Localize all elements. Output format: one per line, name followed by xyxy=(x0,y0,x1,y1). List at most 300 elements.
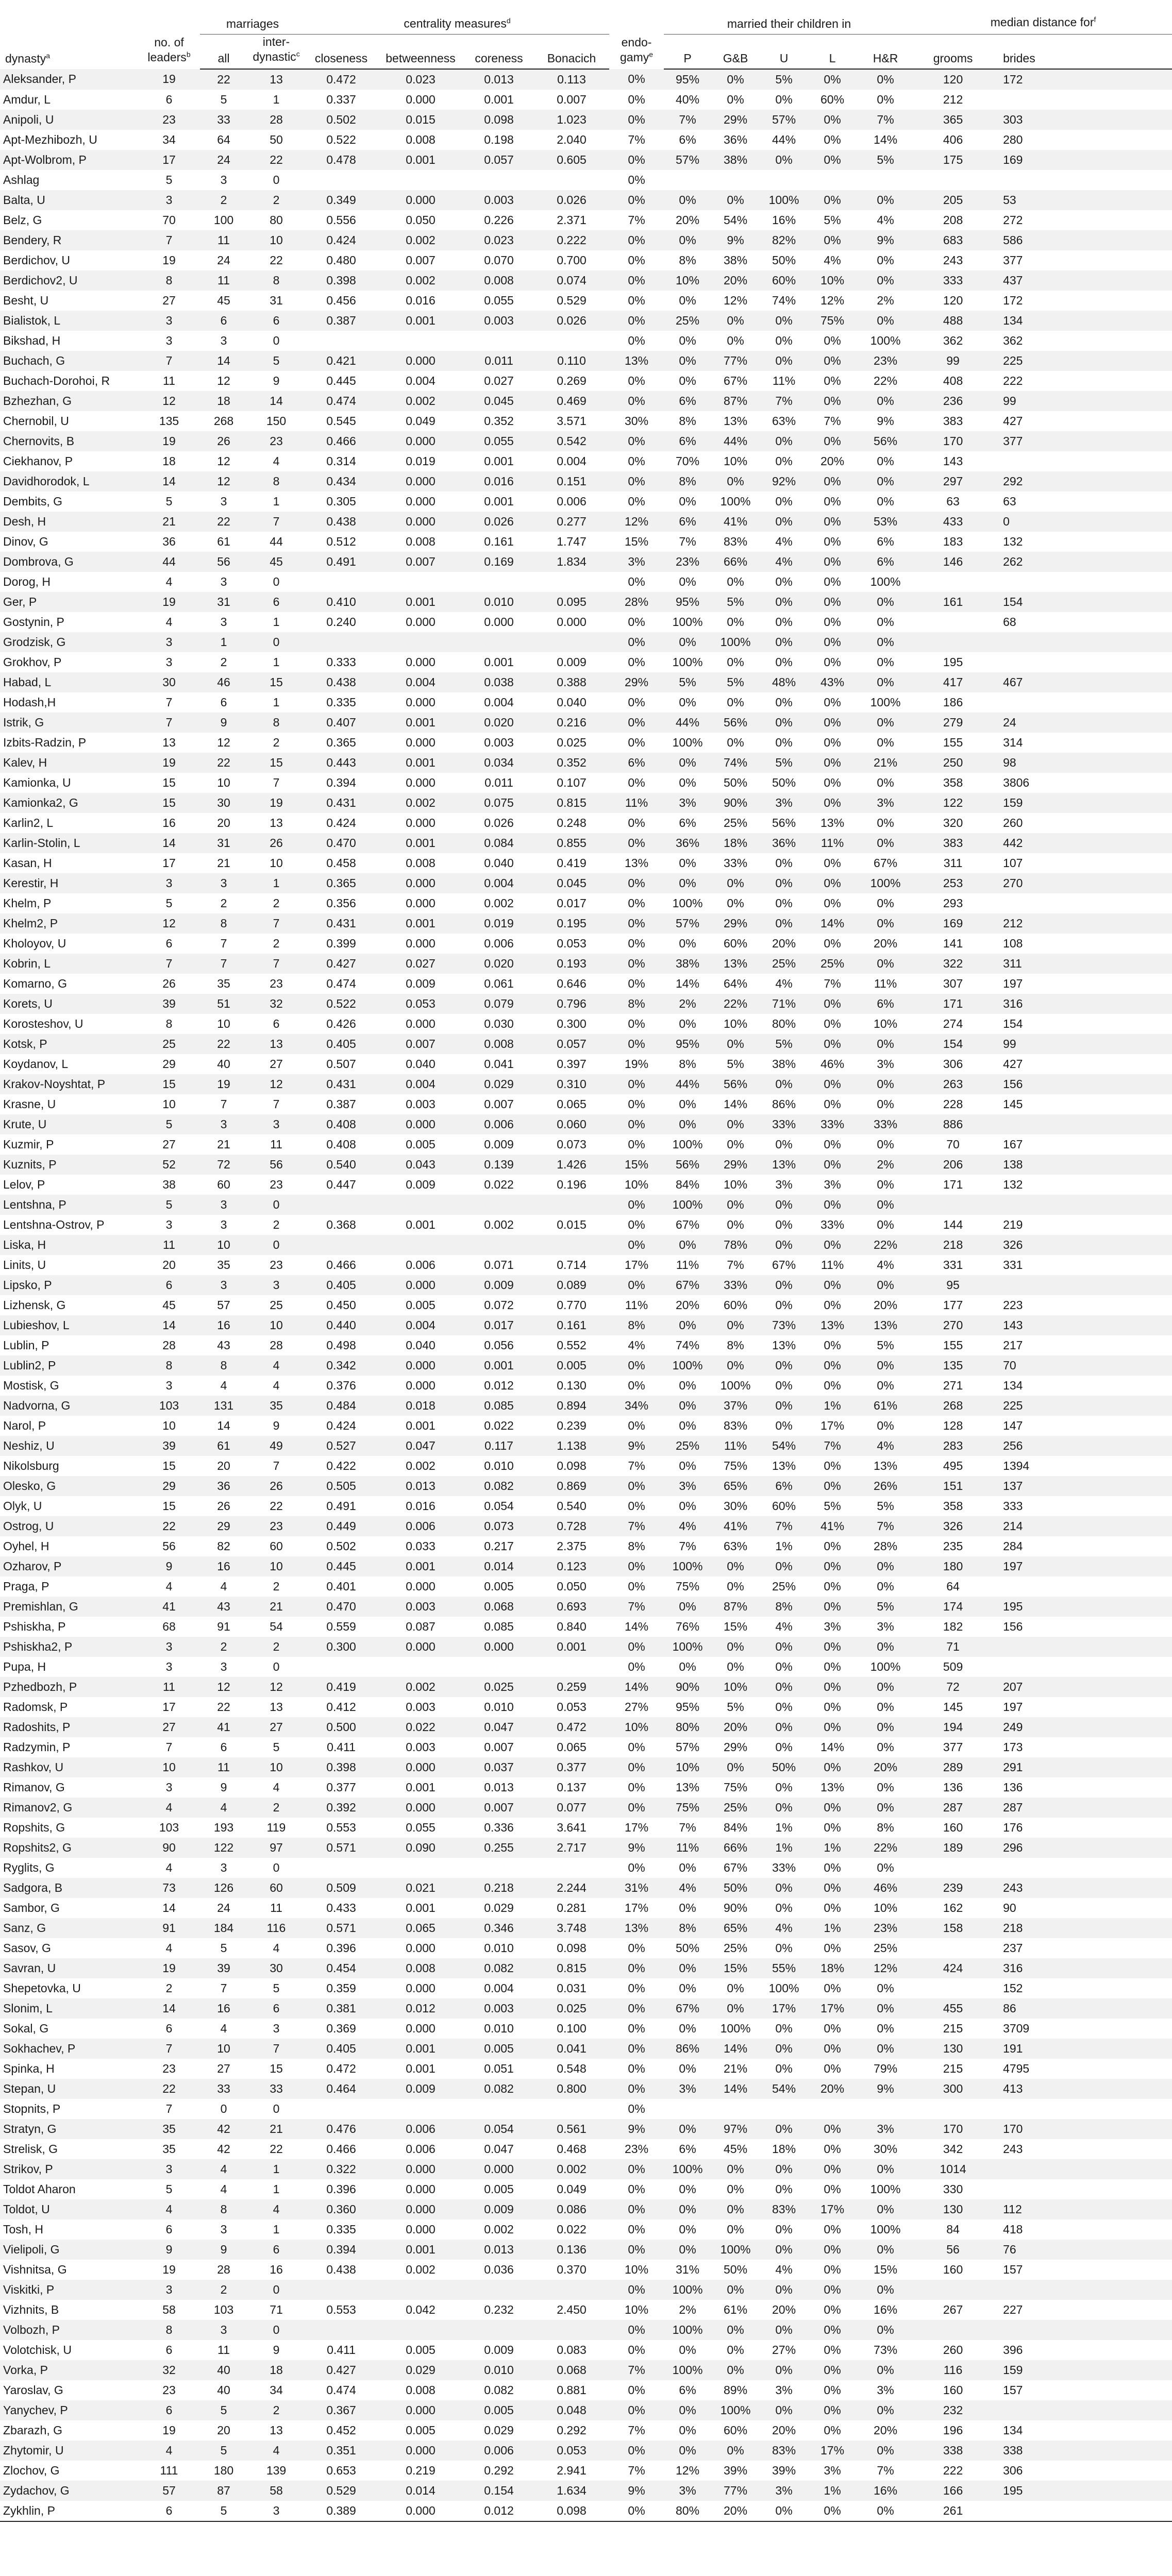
cell-endogamy: 0% xyxy=(609,1757,664,1777)
cell-gb: 56% xyxy=(711,713,760,733)
cell-closeness: 0.472 xyxy=(305,69,377,90)
cell-interdynastic: 22 xyxy=(247,250,305,270)
cell-brides: 132 xyxy=(992,1175,1172,1195)
cell-brides: 1394 xyxy=(992,1456,1172,1476)
cell-betweenness: 0.000 xyxy=(377,1014,464,1034)
cell-l: 0% xyxy=(808,1295,857,1315)
cell-betweenness: 0.000 xyxy=(377,471,464,492)
cell-l: 0% xyxy=(808,371,857,391)
cell-p: 3% xyxy=(664,1476,711,1496)
cell-closeness: 0.500 xyxy=(305,1717,377,1737)
cell-brides: 136 xyxy=(992,1777,1172,1798)
cell-p: 20% xyxy=(664,1295,711,1315)
cell-leaders: 57 xyxy=(138,2481,200,2501)
cell-leaders: 3 xyxy=(138,190,200,210)
cell-gb: 67% xyxy=(711,1858,760,1878)
cell-endogamy: 0% xyxy=(609,250,664,270)
cell-marriages-all: 30 xyxy=(200,793,247,813)
cell-leaders: 36 xyxy=(138,532,200,552)
cell-brides: 191 xyxy=(992,2039,1172,2059)
cell-gb: 66% xyxy=(711,1838,760,1858)
cell-u: 0% xyxy=(760,913,808,934)
cell-betweenness: 0.053 xyxy=(377,994,464,1014)
cell-hr: 0% xyxy=(857,250,914,270)
cell-u: 54% xyxy=(760,2079,808,2099)
cell-gb: 77% xyxy=(711,2481,760,2501)
cell-l: 0% xyxy=(808,2179,857,2199)
cell-coreness: 0.023 xyxy=(464,230,534,250)
cell-coreness: 0.005 xyxy=(464,2400,534,2420)
cell-gb: 75% xyxy=(711,1456,760,1476)
cell-endogamy: 27% xyxy=(609,1697,664,1717)
cell-hr: 0% xyxy=(857,773,914,793)
cell-grooms: 120 xyxy=(914,291,992,311)
cell-bonacich xyxy=(534,1195,609,1215)
cell-dynasty: Aleksander, P xyxy=(0,69,138,90)
cell-interdynastic: 27 xyxy=(247,1717,305,1737)
cell-closeness: 0.398 xyxy=(305,1757,377,1777)
table-row xyxy=(0,331,1172,351)
cell-grooms: 155 xyxy=(914,733,992,753)
cell-closeness: 0.335 xyxy=(305,692,377,713)
cell-interdynastic: 21 xyxy=(247,1597,305,1617)
cell-hr: 0% xyxy=(857,1355,914,1376)
cell-endogamy: 0% xyxy=(609,1476,664,1496)
cell-leaders: 4 xyxy=(138,572,200,592)
cell-u: 0% xyxy=(760,1898,808,1918)
cell-endogamy: 10% xyxy=(609,2300,664,2320)
cell-dynasty: Sadgora, B xyxy=(0,1878,138,1898)
cell-coreness: 0.025 xyxy=(464,1677,534,1697)
cell-dynasty: Savran, U xyxy=(0,1958,138,1978)
cell-marriages-all: 3 xyxy=(200,873,247,893)
cell-bonacich: 0.239 xyxy=(534,1416,609,1436)
cell-p: 0% xyxy=(664,2059,711,2079)
cell-coreness xyxy=(464,1858,534,1878)
cell-endogamy: 7% xyxy=(609,210,664,230)
cell-brides: 169 xyxy=(992,150,1172,170)
cell-betweenness: 0.090 xyxy=(377,1838,464,1858)
cell-betweenness xyxy=(377,572,464,592)
cell-u: 82% xyxy=(760,230,808,250)
cell-u: 25% xyxy=(760,954,808,974)
cell-closeness: 0.398 xyxy=(305,270,377,291)
cell-dynasty: Amdur, L xyxy=(0,90,138,110)
cell-interdynastic: 2 xyxy=(247,1798,305,1818)
cell-hr: 0% xyxy=(857,2240,914,2260)
cell-hr: 2% xyxy=(857,1155,914,1175)
cell-closeness: 0.431 xyxy=(305,913,377,934)
cell-endogamy: 10% xyxy=(609,2260,664,2280)
cell-interdynastic: 4 xyxy=(247,1376,305,1396)
cell-endogamy: 7% xyxy=(609,2360,664,2380)
cell-leaders: 10 xyxy=(138,1094,200,1114)
cell-grooms: 162 xyxy=(914,1898,992,1918)
cell-interdynastic: 33 xyxy=(247,2079,305,2099)
cell-grooms: 488 xyxy=(914,311,992,331)
cell-dynasty: Ryglits, G xyxy=(0,1858,138,1878)
cell-closeness: 0.365 xyxy=(305,733,377,753)
cell-gb: 0% xyxy=(711,1657,760,1677)
table-row xyxy=(0,69,1172,90)
table-row xyxy=(0,1737,1172,1757)
cell-l: 0% xyxy=(808,873,857,893)
cell-grooms: 509 xyxy=(914,1657,992,1677)
table-row xyxy=(0,1436,1172,1456)
cell-betweenness: 0.007 xyxy=(377,250,464,270)
table-row xyxy=(0,1335,1172,1355)
table-row xyxy=(0,2420,1172,2441)
cell-bonacich: 0.113 xyxy=(534,69,609,90)
cell-p: 100% xyxy=(664,652,711,672)
cell-grooms: 383 xyxy=(914,833,992,853)
cell-brides: 326 xyxy=(992,1235,1172,1255)
cell-grooms: 886 xyxy=(914,1114,992,1134)
cell-marriages-all: 3 xyxy=(200,492,247,512)
cell-closeness: 0.438 xyxy=(305,672,377,692)
cell-leaders: 14 xyxy=(138,833,200,853)
cell-hr: 3% xyxy=(857,1054,914,1074)
cell-l: 0% xyxy=(808,1476,857,1496)
table-row xyxy=(0,2320,1172,2340)
cell-dynasty: Bzhezhan, G xyxy=(0,391,138,411)
cell-endogamy: 17% xyxy=(609,1898,664,1918)
table-row xyxy=(0,994,1172,1014)
cell-coreness: 0.003 xyxy=(464,190,534,210)
cell-gb: 29% xyxy=(711,110,760,130)
cell-brides: 225 xyxy=(992,351,1172,371)
cell-coreness: 0.004 xyxy=(464,1978,534,1998)
cell-p: 56% xyxy=(664,1155,711,1175)
table-row xyxy=(0,1657,1172,1677)
cell-betweenness: 0.000 xyxy=(377,2441,464,2461)
cell-marriages-all: 131 xyxy=(200,1396,247,1416)
cell-brides: 316 xyxy=(992,994,1172,1014)
cell-endogamy: 0% xyxy=(609,652,664,672)
cell-endogamy: 0% xyxy=(609,1014,664,1034)
cell-coreness: 0.055 xyxy=(464,431,534,451)
table-row xyxy=(0,1556,1172,1577)
cell-bonacich: 0.004 xyxy=(534,451,609,471)
cell-closeness: 0.456 xyxy=(305,291,377,311)
cell-hr xyxy=(857,2099,914,2119)
cell-closeness: 0.438 xyxy=(305,512,377,532)
cell-l: 0% xyxy=(808,1335,857,1355)
cell-leaders: 35 xyxy=(138,2139,200,2159)
cell-endogamy: 10% xyxy=(609,1175,664,1195)
cell-leaders: 25 xyxy=(138,1034,200,1054)
cell-closeness: 0.491 xyxy=(305,552,377,572)
cell-bonacich: 0.086 xyxy=(534,2199,609,2219)
cell-brides: 176 xyxy=(992,1818,1172,1838)
cell-l: 75% xyxy=(808,311,857,331)
cell-u: 36% xyxy=(760,833,808,853)
cell-coreness: 0.054 xyxy=(464,1496,534,1516)
cell-grooms: 377 xyxy=(914,1737,992,1757)
cell-brides: 418 xyxy=(992,2219,1172,2240)
cell-bonacich: 0.137 xyxy=(534,1777,609,1798)
table-row xyxy=(0,1175,1172,1195)
cell-interdynastic: 0 xyxy=(247,331,305,351)
cell-marriages-all: 21 xyxy=(200,1134,247,1155)
cell-dynasty: Gostynin, P xyxy=(0,612,138,632)
cell-betweenness: 0.005 xyxy=(377,2420,464,2441)
cell-coreness: 0.041 xyxy=(464,1054,534,1074)
cell-bonacich: 0.561 xyxy=(534,2119,609,2139)
cell-marriages-all: 60 xyxy=(200,1175,247,1195)
cell-dynasty: Apt-Wolbrom, P xyxy=(0,150,138,170)
cell-endogamy: 0% xyxy=(609,1657,664,1677)
cell-bonacich: 0.222 xyxy=(534,230,609,250)
cell-l: 11% xyxy=(808,1255,857,1275)
cell-u: 1% xyxy=(760,1838,808,1858)
cell-gb: 0% xyxy=(711,1998,760,2019)
cell-p: 0% xyxy=(664,1858,711,1878)
cell-bonacich: 0.065 xyxy=(534,1094,609,1114)
cell-leaders: 6 xyxy=(138,90,200,110)
cell-gb: 5% xyxy=(711,672,760,692)
cell-betweenness xyxy=(377,1657,464,1677)
cell-p: 8% xyxy=(664,1054,711,1074)
cell-leaders: 7 xyxy=(138,692,200,713)
cell-leaders: 15 xyxy=(138,1074,200,1094)
cell-dynasty: Liska, H xyxy=(0,1235,138,1255)
cell-closeness: 0.356 xyxy=(305,893,377,913)
cell-hr: 5% xyxy=(857,1335,914,1355)
cell-p: 8% xyxy=(664,411,711,431)
cell-coreness: 0.037 xyxy=(464,1757,534,1777)
cell-bonacich: 0.083 xyxy=(534,2340,609,2360)
cell-marriages-all: 42 xyxy=(200,2139,247,2159)
cell-dynasty: Lublin, P xyxy=(0,1335,138,1355)
cell-dynasty: Bendery, R xyxy=(0,230,138,250)
cell-u: 50% xyxy=(760,1757,808,1777)
cell-brides: 291 xyxy=(992,1757,1172,1777)
cell-betweenness: 0.033 xyxy=(377,1536,464,1556)
cell-bonacich: 0.060 xyxy=(534,1114,609,1134)
cell-grooms: 250 xyxy=(914,753,992,773)
cell-dynasty: Kobrin, L xyxy=(0,954,138,974)
cell-coreness xyxy=(464,1195,534,1215)
cell-hr: 100% xyxy=(857,2219,914,2240)
cell-betweenness: 0.000 xyxy=(377,1637,464,1657)
cell-p: 8% xyxy=(664,1918,711,1938)
cell-gb: 100% xyxy=(711,2240,760,2260)
cell-closeness: 0.314 xyxy=(305,451,377,471)
table-row xyxy=(0,2461,1172,2481)
cell-interdynastic: 22 xyxy=(247,2139,305,2159)
cell-dynasty: Zhytomir, U xyxy=(0,2441,138,2461)
cell-leaders: 7 xyxy=(138,351,200,371)
cell-l: 1% xyxy=(808,1918,857,1938)
cell-brides: 303 xyxy=(992,110,1172,130)
cell-endogamy: 8% xyxy=(609,994,664,1014)
cell-hr: 14% xyxy=(857,130,914,150)
cell-dynasty: Krakov-Noyshtat, P xyxy=(0,1074,138,1094)
cell-dynasty: Strelisk, G xyxy=(0,2139,138,2159)
cell-betweenness: 0.000 xyxy=(377,431,464,451)
cell-brides: 195 xyxy=(992,1597,1172,1617)
cell-brides: 256 xyxy=(992,1436,1172,1456)
cell-endogamy: 6% xyxy=(609,753,664,773)
cell-dynasty: Radoshits, P xyxy=(0,1717,138,1737)
cell-closeness: 0.401 xyxy=(305,1577,377,1597)
cell-bonacich: 0.048 xyxy=(534,2400,609,2420)
cell-p: 0% xyxy=(664,1315,711,1335)
cell-p: 67% xyxy=(664,1998,711,2019)
cell-coreness: 0.006 xyxy=(464,934,534,954)
cell-betweenness: 0.002 xyxy=(377,230,464,250)
cell-brides: 333 xyxy=(992,1496,1172,1516)
cell-u: 48% xyxy=(760,672,808,692)
cell-grooms: 289 xyxy=(914,1757,992,1777)
cell-bonacich: 1.834 xyxy=(534,552,609,572)
cell-bonacich: 0.005 xyxy=(534,1355,609,1376)
cell-p: 95% xyxy=(664,592,711,612)
cell-u: 0% xyxy=(760,1295,808,1315)
cell-leaders: 3 xyxy=(138,873,200,893)
cell-coreness: 0.006 xyxy=(464,2441,534,2461)
cell-betweenness: 0.008 xyxy=(377,532,464,552)
cell-closeness: 0.424 xyxy=(305,813,377,833)
cell-betweenness: 0.007 xyxy=(377,1034,464,1054)
cell-closeness: 0.452 xyxy=(305,2420,377,2441)
cell-betweenness: 0.000 xyxy=(377,2199,464,2219)
cell-interdynastic: 11 xyxy=(247,1898,305,1918)
table-row xyxy=(0,1195,1172,1215)
cell-gb: 38% xyxy=(711,250,760,270)
cell-interdynastic: 139 xyxy=(247,2461,305,2481)
cell-bonacich: 0.894 xyxy=(534,1396,609,1416)
cell-hr: 0% xyxy=(857,391,914,411)
cell-hr: 53% xyxy=(857,512,914,532)
cell-marriages-all: 51 xyxy=(200,994,247,1014)
cell-endogamy: 15% xyxy=(609,532,664,552)
cell-bonacich: 0.026 xyxy=(534,311,609,331)
cell-p: 0% xyxy=(664,2400,711,2420)
cell-marriages-all: 12 xyxy=(200,371,247,391)
interdynastic-footnote: c xyxy=(296,49,300,58)
cell-betweenness: 0.006 xyxy=(377,2119,464,2139)
cell-endogamy: 0% xyxy=(609,2079,664,2099)
table-row xyxy=(0,1275,1172,1295)
cell-p: 57% xyxy=(664,1737,711,1757)
cell-endogamy: 0% xyxy=(609,1376,664,1396)
table-row xyxy=(0,1295,1172,1315)
cell-closeness xyxy=(305,1195,377,1215)
cell-closeness: 0.394 xyxy=(305,2240,377,2260)
cell-u: 1% xyxy=(760,1536,808,1556)
cell-endogamy: 0% xyxy=(609,1858,664,1878)
cell-gb: 14% xyxy=(711,2079,760,2099)
cell-p: 0% xyxy=(664,1376,711,1396)
cell-dynasty: Kamionka2, G xyxy=(0,793,138,813)
cell-gb: 90% xyxy=(711,1898,760,1918)
cell-leaders: 23 xyxy=(138,2059,200,2079)
cell-p: 0% xyxy=(664,1958,711,1978)
cell-leaders: 8 xyxy=(138,1355,200,1376)
cell-betweenness: 0.009 xyxy=(377,2079,464,2099)
cell-l: 0% xyxy=(808,753,857,773)
cell-betweenness: 0.000 xyxy=(377,1577,464,1597)
cell-l: 0% xyxy=(808,2139,857,2159)
cell-l: 0% xyxy=(808,2420,857,2441)
cell-gb: 36% xyxy=(711,130,760,150)
cell-closeness: 0.396 xyxy=(305,2179,377,2199)
cell-grooms: 297 xyxy=(914,471,992,492)
cell-dynasty: Oyhel, H xyxy=(0,1536,138,1556)
cell-brides xyxy=(992,2099,1172,2119)
cell-endogamy: 0% xyxy=(609,1215,664,1235)
cell-bonacich: 0.796 xyxy=(534,994,609,1014)
cell-brides: 157 xyxy=(992,2380,1172,2400)
cell-betweenness: 0.008 xyxy=(377,2380,464,2400)
cell-u: 20% xyxy=(760,2420,808,2441)
cell-leaders: 23 xyxy=(138,110,200,130)
cell-leaders: 28 xyxy=(138,1335,200,1355)
cell-marriages-all: 4 xyxy=(200,1376,247,1396)
cell-leaders: 10 xyxy=(138,1416,200,1436)
table-row xyxy=(0,713,1172,733)
table-row xyxy=(0,1938,1172,1958)
cell-l: 0% xyxy=(808,1878,857,1898)
cell-gb: 100% xyxy=(711,1376,760,1396)
cell-l: 0% xyxy=(808,994,857,1014)
cell-endogamy: 0% xyxy=(609,2219,664,2240)
cell-gb: 0% xyxy=(711,311,760,331)
cell-endogamy: 0% xyxy=(609,451,664,471)
cell-leaders: 52 xyxy=(138,1155,200,1175)
cell-grooms: 99 xyxy=(914,351,992,371)
interdynastic-header-label: inter-dynastic xyxy=(253,35,296,63)
cell-hr: 15% xyxy=(857,2260,914,2280)
cell-betweenness: 0.002 xyxy=(377,793,464,813)
cell-marriages-all: 3 xyxy=(200,612,247,632)
cell-betweenness: 0.003 xyxy=(377,1094,464,1114)
cell-u: 16% xyxy=(760,210,808,230)
cell-leaders: 38 xyxy=(138,1175,200,1195)
cell-dynasty: Pupa, H xyxy=(0,1657,138,1677)
cell-interdynastic: 2 xyxy=(247,733,305,753)
cell-u: 63% xyxy=(760,411,808,431)
cell-leaders: 35 xyxy=(138,2119,200,2139)
cell-bonacich: 0.025 xyxy=(534,1998,609,2019)
cell-hr: 22% xyxy=(857,1235,914,1255)
cell-leaders: 19 xyxy=(138,2260,200,2280)
cell-leaders: 5 xyxy=(138,492,200,512)
cell-endogamy: 0% xyxy=(609,934,664,954)
cell-marriages-all: 2 xyxy=(200,190,247,210)
cell-interdynastic: 4 xyxy=(247,451,305,471)
cell-dynasty: Sokhachev, P xyxy=(0,2039,138,2059)
cell-betweenness: 0.004 xyxy=(377,371,464,391)
cell-p: 100% xyxy=(664,733,711,753)
cell-leaders: 19 xyxy=(138,431,200,451)
cell-coreness: 0.012 xyxy=(464,2501,534,2521)
cell-closeness: 0.540 xyxy=(305,1155,377,1175)
cell-leaders: 12 xyxy=(138,913,200,934)
cell-betweenness: 0.000 xyxy=(377,512,464,532)
cell-p: 0% xyxy=(664,2240,711,2260)
cell-betweenness: 0.000 xyxy=(377,190,464,210)
cell-brides: 287 xyxy=(992,1798,1172,1818)
cell-coreness: 0.019 xyxy=(464,913,534,934)
cell-hr: 9% xyxy=(857,2079,914,2099)
table-row xyxy=(0,1376,1172,1396)
cell-coreness: 0.056 xyxy=(464,1335,534,1355)
cell-interdynastic: 4 xyxy=(247,1777,305,1798)
cell-p: 75% xyxy=(664,1577,711,1597)
